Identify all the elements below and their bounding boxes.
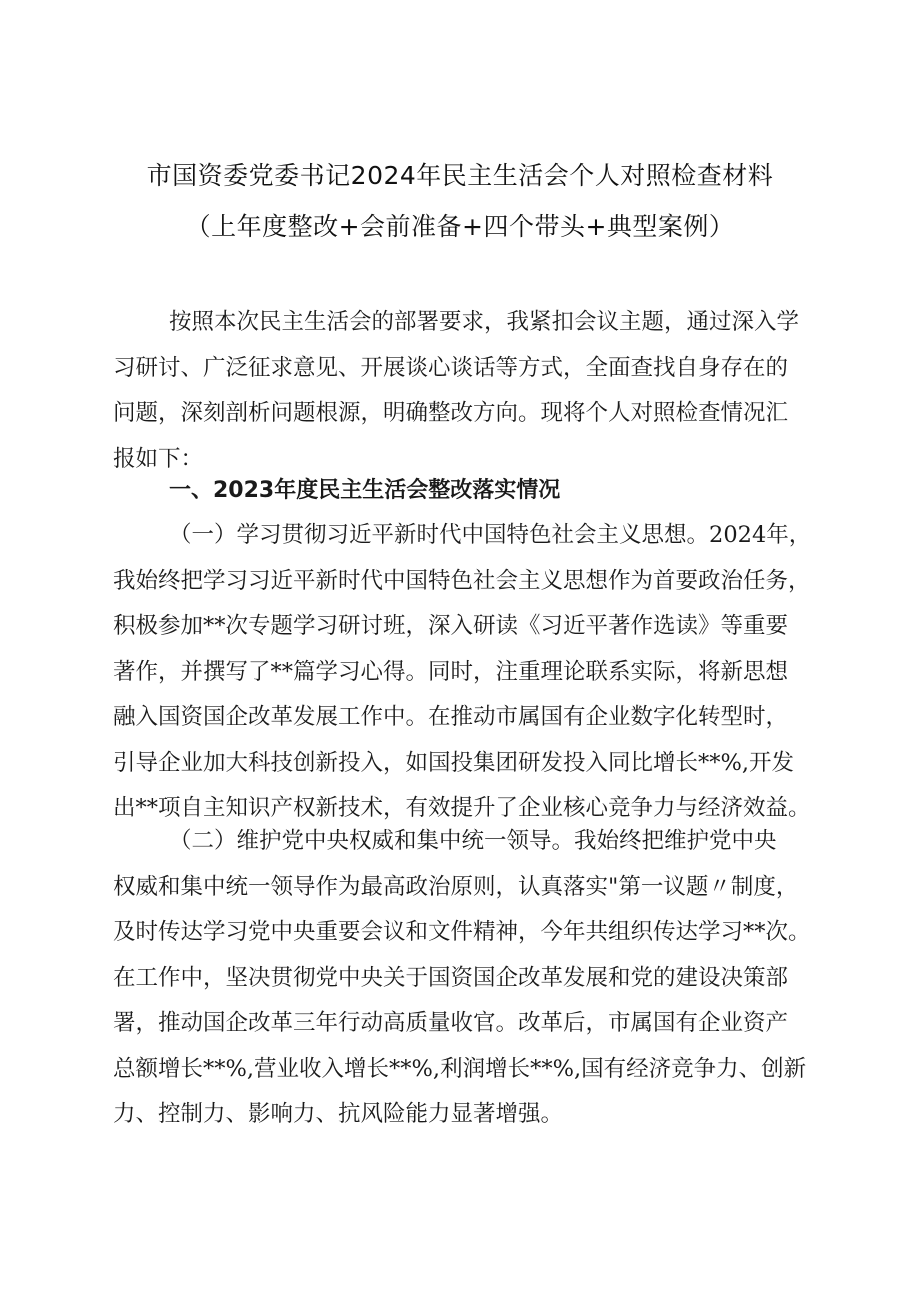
paragraph-line: 引导企业加大科技创新投入，如国投集团研发投入同比增长**%,开发 xyxy=(113,749,795,776)
paragraph-line: 习研讨、广泛征求意见、开展谈心谈话等方式，全面查找自身存在的 xyxy=(113,354,789,381)
paragraph-line: 我始终把学习习近平新时代中国特色社会主义思想作为首要政治任务， xyxy=(113,567,811,594)
intro-paragraph xyxy=(113,300,833,482)
section-heading-text: 一、2023年度民主生活会整改落实情况 xyxy=(169,478,561,503)
paragraph-line: 出**项自主知识产权新技术，有效提升了企业核心竞争力与经济效益。 xyxy=(113,795,811,821)
paragraph-line: 问题，深刻剖析问题根源，明确整改方向。现将个人对照检查情况汇 xyxy=(113,400,789,426)
document-title: 市国资委党委书记2024年民主生活会个人对照检查材料 xyxy=(146,161,774,190)
paragraph-line: 总额增长**%,营业收入增长**%,利润增长**%,国有经济竞争力、创新 xyxy=(113,1055,807,1082)
paragraph-line: 按照本次民主生活会的部署要求，我紧扣会议主题，通过深入学 xyxy=(169,309,800,335)
paragraph-line: 积极参加**次专题学习研讨班，深入研读《习近平著作选读》等重要 xyxy=(113,613,789,639)
subsection-1-paragraph xyxy=(113,513,833,832)
paragraph-line: （二）维护党中央权威和集中统一领导。我始终把维护党中央 xyxy=(169,828,777,854)
paragraph-line: 在工作中，坚决贯彻党中央关于国资国企改革发展和党的建设决策部 xyxy=(113,964,789,991)
document-subtitle: （上年度整改+会前准备+四个带头+典型案例） xyxy=(185,212,735,241)
paragraph-line: 及时传达学习党中央重要会议和文件精神，今年共组织传达学习**次。 xyxy=(113,919,811,945)
paragraph-line: （一）学习贯彻习近平新时代中国特色社会主义思想。2024年， xyxy=(169,522,812,548)
paragraph-line: 报如下： xyxy=(113,445,204,472)
paragraph-line: 署，推动国企改革三年行动高质量收官。改革后，市属国有企业资产 xyxy=(113,1010,789,1036)
section-heading xyxy=(113,468,833,514)
paragraph-line: 权威和集中统一领导作为最高政治原则，认真落实"第一议题〃制度， xyxy=(113,873,799,900)
paragraph-line: 融入国资国企改革发展工作中。在推动市属国有企业数字化转型时， xyxy=(113,704,789,730)
subsection-2-paragraph xyxy=(113,819,833,1138)
paragraph-line: 力、控制力、影响力、抗风险能力显著增强。 xyxy=(113,1101,564,1127)
paragraph-line: 著作，并撰写了**篇学习心得。同时，注重理论联系实际，将新思想 xyxy=(113,658,789,685)
